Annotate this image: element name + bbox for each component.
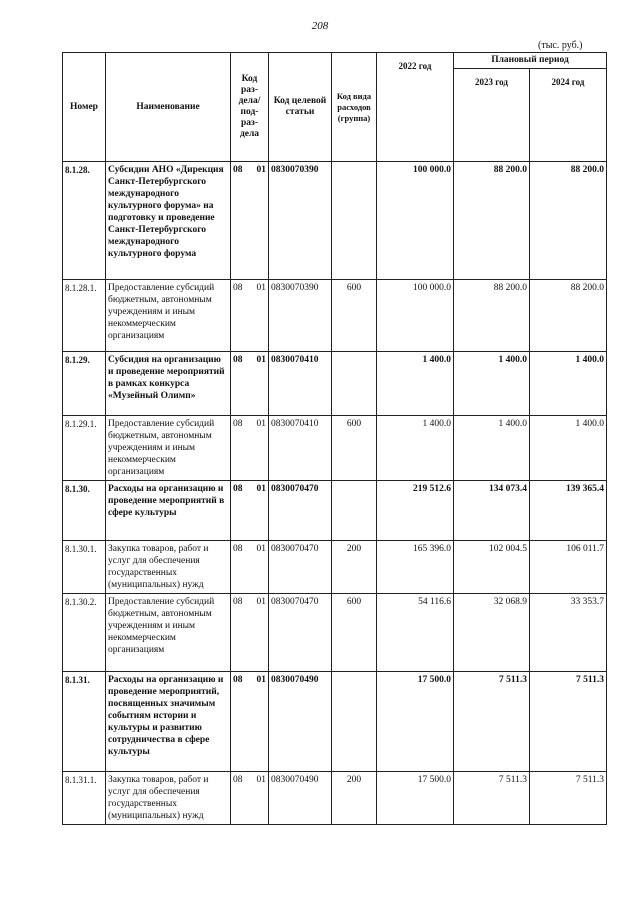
- row-target-code: 0830070490: [269, 672, 332, 772]
- row-section-code: [231, 594, 269, 672]
- subsection-code: 01: [256, 675, 266, 685]
- row-name: Предоставление субсидий бюджетным, автономным учреждениям и иным некоммерческим организациям: [106, 594, 231, 672]
- row-target-code: 0830070470: [269, 541, 332, 594]
- row-target-code: 0830070470: [269, 481, 332, 541]
- row-2024: 7 511.3: [530, 672, 607, 772]
- row-2022: 17 500.0: [377, 772, 454, 825]
- subsection-code: 01: [256, 165, 266, 175]
- row-name: Расходы на организацию и проведение мероприятий, посвященных значимым событиям истории и культуры и развитию сотрудничества в сфере культуры: [106, 672, 231, 772]
- table-row: [63, 541, 607, 594]
- table-body: [63, 162, 607, 825]
- row-section-code: [231, 481, 269, 541]
- header-2023: 2023 год: [454, 69, 530, 162]
- budget-table: [62, 52, 607, 825]
- row-2023: 7 511.3: [454, 672, 530, 772]
- row-expense-group: 200: [332, 772, 377, 825]
- row-number: 8.1.31.: [63, 672, 106, 772]
- row-target-code: 0830070390: [269, 280, 332, 352]
- row-2024: 7 511.3: [530, 772, 607, 825]
- row-2022: 54 116.6: [377, 594, 454, 672]
- row-2024: 106 011.7: [530, 541, 607, 594]
- units-label: (тыс. руб.): [538, 40, 583, 51]
- header-number: Номер: [63, 53, 106, 162]
- header-target: Код целевой статьи: [269, 53, 332, 162]
- section-code: 08: [233, 355, 243, 365]
- row-section-code: [231, 772, 269, 825]
- row-2022: 1 400.0: [377, 416, 454, 481]
- row-number: 8.1.30.2.: [63, 594, 106, 672]
- row-2024: 139 365.4: [530, 481, 607, 541]
- row-2022: 219 512.6: [377, 481, 454, 541]
- row-2023: 102 004.5: [454, 541, 530, 594]
- row-section-code: [231, 352, 269, 416]
- table-row: [63, 280, 607, 352]
- row-2022: 17 500.0: [377, 672, 454, 772]
- row-2022: 1 400.0: [377, 352, 454, 416]
- row-number: 8.1.28.1.: [63, 280, 106, 352]
- header-2022: 2022 год: [377, 53, 454, 162]
- section-code: 08: [233, 597, 243, 607]
- row-name: Субсидия на организацию и проведение мероприятий в рамках конкурса «Музейный Олимп»: [106, 352, 231, 416]
- row-expense-group: [332, 481, 377, 541]
- header-planned-period: Плановый период: [454, 53, 607, 69]
- subsection-code: 01: [256, 597, 266, 607]
- row-2023: 134 073.4: [454, 481, 530, 541]
- row-name: Закупка товаров, работ и услуг для обеспечения государственных (муниципальных) нужд: [106, 541, 231, 594]
- section-code: 08: [233, 775, 243, 785]
- row-name: Субсидии АНО «Дирекция Санкт-Петербургского международного культурного форума» на подготовку и проведение Санкт-Петербургского международного культурного форума: [106, 162, 231, 280]
- table-row: [63, 594, 607, 672]
- row-expense-group: 200: [332, 541, 377, 594]
- row-2023: 88 200.0: [454, 162, 530, 280]
- row-target-code: 0830070490: [269, 772, 332, 825]
- subsection-code: 01: [256, 355, 266, 365]
- row-expense-group: [332, 352, 377, 416]
- table-row: [63, 416, 607, 481]
- row-2024: 88 200.0: [530, 162, 607, 280]
- section-code: 08: [233, 675, 243, 685]
- row-number: 8.1.29.1.: [63, 416, 106, 481]
- table-row: [63, 672, 607, 772]
- row-target-code: 0830070410: [269, 416, 332, 481]
- row-section-code: [231, 541, 269, 594]
- subsection-code: 01: [256, 484, 266, 494]
- subsection-code: 01: [256, 419, 266, 429]
- row-number: 8.1.30.1.: [63, 541, 106, 594]
- section-code: 08: [233, 484, 243, 494]
- header-2024: 2024 год: [530, 69, 607, 162]
- row-2023: 1 400.0: [454, 352, 530, 416]
- row-2024: 1 400.0: [530, 352, 607, 416]
- row-2023: 7 511.3: [454, 772, 530, 825]
- section-code: 08: [233, 165, 243, 175]
- row-section-code: [231, 416, 269, 481]
- subsection-code: 01: [256, 775, 266, 785]
- row-2022: 100 000.0: [377, 162, 454, 280]
- subsection-code: 01: [256, 544, 266, 554]
- row-2023: 32 068.9: [454, 594, 530, 672]
- row-target-code: 0830070390: [269, 162, 332, 280]
- row-target-code: 0830070410: [269, 352, 332, 416]
- section-code: 08: [233, 283, 243, 293]
- row-section-code: [231, 672, 269, 772]
- row-number: 8.1.28.: [63, 162, 106, 280]
- row-section-code: [231, 280, 269, 352]
- row-2023: 1 400.0: [454, 416, 530, 481]
- row-section-code: [231, 162, 269, 280]
- row-target-code: 0830070470: [269, 594, 332, 672]
- row-2023: 88 200.0: [454, 280, 530, 352]
- row-expense-group: [332, 672, 377, 772]
- table-row: [63, 772, 607, 825]
- header-name: Наименование: [106, 53, 231, 162]
- row-expense-group: 600: [332, 280, 377, 352]
- row-expense-group: 600: [332, 594, 377, 672]
- subsection-code: 01: [256, 283, 266, 293]
- row-name: Предоставление субсидий бюджетным, автономным учреждениям и иным некоммерческим организациям: [106, 280, 231, 352]
- row-number: 8.1.29.: [63, 352, 106, 416]
- section-code: 08: [233, 419, 243, 429]
- row-name: Закупка товаров, работ и услуг для обеспечения государственных (муниципальных) нужд: [106, 772, 231, 825]
- row-name: Предоставление субсидий бюджетным, автономным учреждениям и иным некоммерческим организациям: [106, 416, 231, 481]
- table-row: [63, 481, 607, 541]
- row-2022: 165 396.0: [377, 541, 454, 594]
- page-number: 208: [311, 20, 329, 32]
- row-2024: 1 400.0: [530, 416, 607, 481]
- row-number: 8.1.30.: [63, 481, 106, 541]
- header-expense-type: Код вида расходов (группа): [332, 53, 377, 162]
- row-2022: 100 000.0: [377, 280, 454, 352]
- header-section: Код раз-дела/ под-раз-дела: [231, 53, 269, 162]
- table-row: [63, 352, 607, 416]
- row-2024: 88 200.0: [530, 280, 607, 352]
- row-expense-group: 600: [332, 416, 377, 481]
- row-name: Расходы на организацию и проведение мероприятий в сфере культуры: [106, 481, 231, 541]
- table-row: [63, 162, 607, 280]
- row-number: 8.1.31.1.: [63, 772, 106, 825]
- row-expense-group: [332, 162, 377, 280]
- row-2024: 33 353.7: [530, 594, 607, 672]
- section-code: 08: [233, 544, 243, 554]
